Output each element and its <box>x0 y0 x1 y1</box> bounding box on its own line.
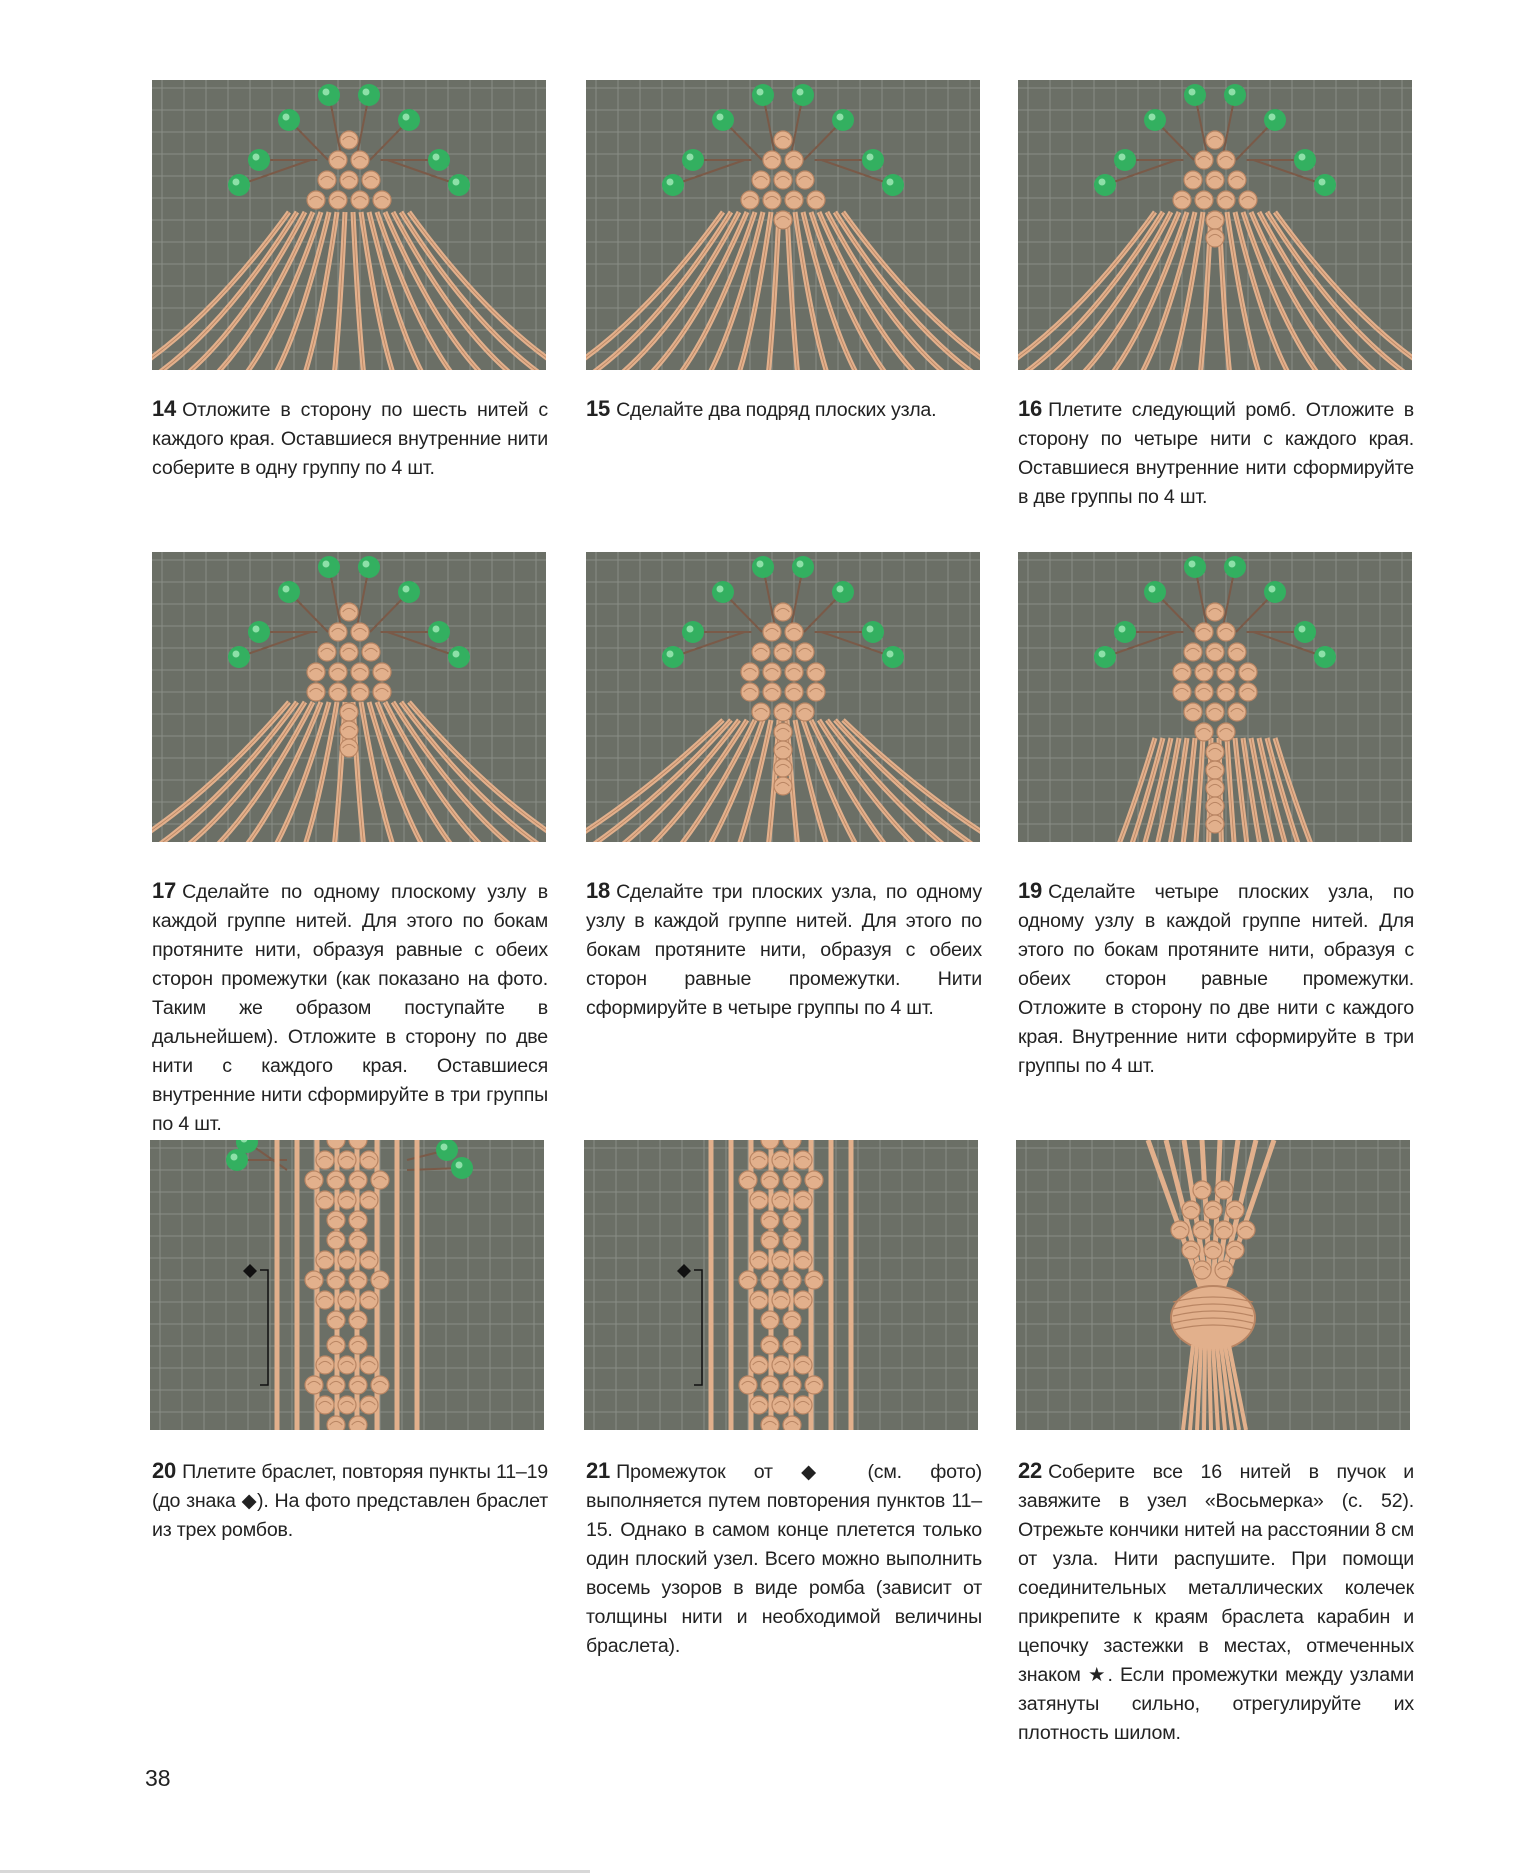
photo-illustration <box>586 552 980 842</box>
step-number: 16 <box>1018 396 1043 421</box>
step-number: 18 <box>586 878 611 903</box>
step-number: 21 <box>586 1458 611 1483</box>
step-text: Сделайте три плоских узла, по одному узлу в каждой группе нитей. Для этого по бокам протяните нити, образуя с обеих сторон равные промежутки. Нити сформируйте в четыре группы по 4 шт. <box>586 881 982 1019</box>
page-number: 38 <box>145 1765 171 1791</box>
photo-illustration <box>584 1140 978 1430</box>
photo-illustration <box>1018 552 1412 842</box>
step-14 <box>152 394 548 483</box>
step-text: Соберите все 16 нитей в пучок и завяжите в узел «Восьмерка» (с. 52). Отрежьте кончики нитей на расстоянии 8 см от узла. Нити распушите. При помощи соединительных металлических колечек прикрепите к краям браслета карабин и цепочку застежки в местах, отмеченных знаком ★. Если промежутки между узлами затянуты сильно, отрегулируйте их плотность шилом. <box>1018 1461 1414 1744</box>
step-15 <box>586 394 982 425</box>
step-number: 14 <box>152 396 177 421</box>
step-17-photo <box>152 552 546 842</box>
step-14-photo <box>152 80 546 370</box>
photo-illustration <box>152 80 546 370</box>
step-16 <box>1018 394 1414 512</box>
step-19-photo <box>1018 552 1412 842</box>
step-20 <box>152 1456 548 1545</box>
photo-illustration <box>150 1140 544 1430</box>
step-17 <box>152 876 548 1139</box>
step-18-photo <box>586 552 980 842</box>
photo-illustration <box>586 80 980 370</box>
step-number: 19 <box>1018 878 1043 903</box>
step-18 <box>586 876 982 1023</box>
step-21 <box>586 1456 982 1661</box>
step-22-photo <box>1016 1140 1410 1430</box>
step-text: Сделайте четыре плоских узла, по одному узлу в каждой группе нитей. Для этого по бокам протяните нити, образуя с обеих сторон равные промежутки. Отложите в сторону по две нити с каждого края. Внутренние нити сформируйте в три группы по 4 шт. <box>1018 881 1414 1077</box>
photo-illustration <box>152 552 546 842</box>
step-number: 15 <box>586 396 611 421</box>
step-20-photo <box>150 1140 544 1430</box>
step-text: Отложите в сторону по шесть нитей с каждого края. Оставшиеся внутренние нити соберите в одну группу по 4 шт. <box>152 399 548 479</box>
step-number: 17 <box>152 878 177 903</box>
step-19 <box>1018 876 1414 1081</box>
step-text: Сделайте два подряд плоских узла. <box>616 399 937 421</box>
step-number: 20 <box>152 1458 177 1483</box>
step-text: Сделайте по одному плоскому узлу в каждой группе нитей. Для этого по бокам протяните нити, образуя равные с обеих сторон промежутки (как показано на фото. Таким же образом поступайте в дальнейшем). Отложите в сторону по две нити с каждого края. Оставшиеся внутренние нити сформируйте в три группы по 4 шт. <box>152 881 548 1135</box>
step-text: Плетите браслет, повторяя пункты 11–19 (до знака ◆). На фото представлен браслет из трех ромбов. <box>152 1461 548 1541</box>
step-21-photo <box>584 1140 978 1430</box>
bottom-rule <box>0 1870 590 1873</box>
step-15-photo <box>586 80 980 370</box>
step-text: Промежуток от ◆ (см. фото) выполняется путем повторения пунктов 11–15. Однако в самом конце плетется только один плоский узел. Всего можно выполнить восемь узоров в виде ромба (зависит от толщины нити и необходимой величины браслета). <box>586 1461 982 1657</box>
photo-illustration <box>1018 80 1412 370</box>
step-number: 22 <box>1018 1458 1043 1483</box>
step-text: Плетите следующий ромб. Отложите в сторону по четыре нити с каждого края. Оставшиеся внутренние нити сформируйте в две группы по 4 шт. <box>1018 399 1414 508</box>
step-22 <box>1018 1456 1414 1748</box>
step-16-photo <box>1018 80 1412 370</box>
photo-illustration <box>1016 1140 1410 1430</box>
